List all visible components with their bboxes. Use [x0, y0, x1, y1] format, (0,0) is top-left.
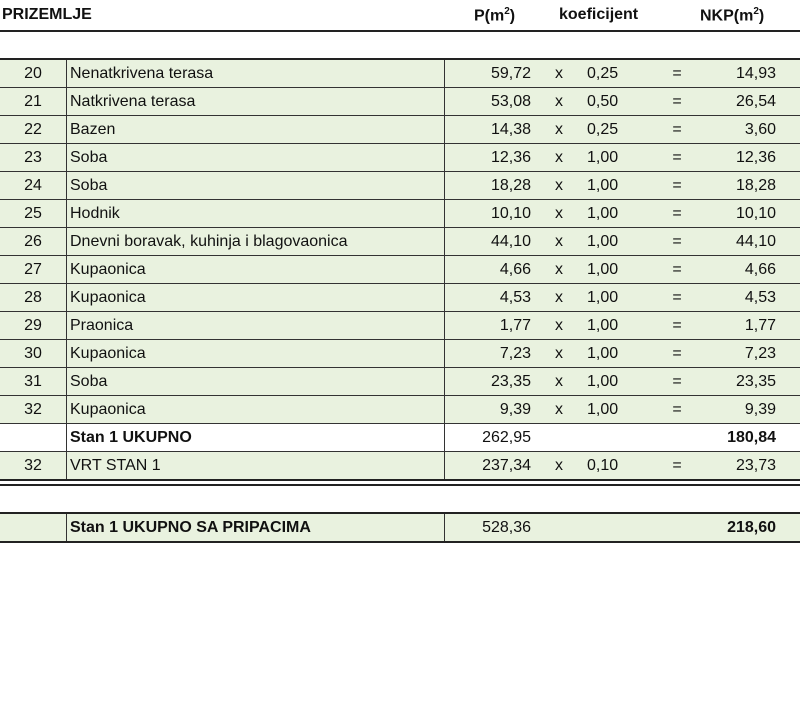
grand-total-label: Stan 1 UKUPNO SA PRIPACIMA	[67, 513, 445, 542]
equals-sign: =	[657, 312, 697, 340]
room-name: Soba	[67, 172, 445, 200]
room-number: 26	[0, 228, 67, 256]
table-row	[0, 200, 800, 228]
garden-nkp: 23,73	[697, 452, 800, 481]
room-coefficient: 1,00	[587, 228, 657, 256]
garden-area: 237,34	[445, 452, 532, 481]
room-area: 53,08	[445, 88, 532, 116]
rooms-table	[0, 58, 800, 481]
room-name: Kupaonica	[67, 340, 445, 368]
column-header-coefficient: koeficijent	[559, 6, 639, 23]
room-area: 1,77	[445, 312, 532, 340]
multiply-sign: x	[531, 88, 587, 116]
room-number: 27	[0, 256, 67, 284]
multiply-sign: x	[531, 172, 587, 200]
garden-coefficient: 0,10	[587, 452, 657, 481]
room-name: Praonica	[67, 312, 445, 340]
room-coefficient: 0,25	[587, 116, 657, 144]
grand-total-area: 528,36	[445, 513, 532, 542]
equals-sign: =	[657, 228, 697, 256]
equals-sign: =	[657, 256, 697, 284]
room-number: 25	[0, 200, 67, 228]
header-separator	[0, 30, 800, 60]
multiply-sign: x	[531, 59, 587, 88]
room-nkp: 1,77	[697, 312, 800, 340]
grand-total-num	[0, 513, 67, 542]
equals-sign: =	[657, 88, 697, 116]
room-nkp: 9,39	[697, 396, 800, 424]
room-name: Bazen	[67, 116, 445, 144]
multiply-sign: x	[531, 312, 587, 340]
room-coefficient: 1,00	[587, 312, 657, 340]
multiply-sign: x	[531, 116, 587, 144]
subtotal-row	[0, 424, 800, 452]
table-row	[0, 228, 800, 256]
multiply-sign: x	[531, 200, 587, 228]
room-nkp: 4,66	[697, 256, 800, 284]
multiply-sign: x	[531, 284, 587, 312]
room-number: 28	[0, 284, 67, 312]
room-coefficient: 0,25	[587, 59, 657, 88]
room-number: 24	[0, 172, 67, 200]
grand-total-row	[0, 513, 800, 542]
room-coefficient: 1,00	[587, 144, 657, 172]
room-name: Soba	[67, 368, 445, 396]
column-header-nkp: $NKP(m^2)$	[700, 6, 765, 25]
room-nkp: 14,93	[697, 59, 800, 88]
multiply-sign: x	[531, 144, 587, 172]
table-row	[0, 116, 800, 144]
table-row	[0, 256, 800, 284]
table-row	[0, 59, 800, 88]
room-nkp: 23,35	[697, 368, 800, 396]
room-coefficient: 1,00	[587, 172, 657, 200]
room-name: Soba	[67, 144, 445, 172]
table-row	[0, 284, 800, 312]
room-coefficient: 1,00	[587, 200, 657, 228]
room-number: 29	[0, 312, 67, 340]
room-number: 31	[0, 368, 67, 396]
room-area: 18,28	[445, 172, 532, 200]
room-coefficient: 0,50	[587, 88, 657, 116]
room-nkp: 44,10	[697, 228, 800, 256]
room-area: 14,38	[445, 116, 532, 144]
multiply-sign: x	[531, 368, 587, 396]
table-header	[0, 0, 800, 30]
multiply-sign: x	[531, 228, 587, 256]
room-name: Kupaonica	[67, 396, 445, 424]
table-row	[0, 396, 800, 424]
room-nkp: 10,10	[697, 200, 800, 228]
room-number: 23	[0, 144, 67, 172]
room-coefficient: 1,00	[587, 256, 657, 284]
table-row	[0, 312, 800, 340]
gap-band	[0, 484, 800, 510]
grand-total-table	[0, 512, 800, 543]
room-name: Nenatkrivena terasa	[67, 59, 445, 88]
equals-sign: =	[657, 144, 697, 172]
room-area: 12,36	[445, 144, 532, 172]
room-name: Kupaonica	[67, 284, 445, 312]
section-title: PRIZEMLJE	[2, 6, 92, 23]
room-area: 10,10	[445, 200, 532, 228]
room-coefficient: 1,00	[587, 368, 657, 396]
equals-sign: =	[657, 340, 697, 368]
room-name: Dnevni boravak, kuhinja i blagovaonica	[67, 228, 445, 256]
room-area: 59,72	[445, 59, 532, 88]
room-area: 9,39	[445, 396, 532, 424]
room-name: Hodnik	[67, 200, 445, 228]
equals-sign: =	[657, 396, 697, 424]
room-name: Kupaonica	[67, 256, 445, 284]
equals-sign: =	[657, 116, 697, 144]
room-nkp: 4,53	[697, 284, 800, 312]
table-row	[0, 368, 800, 396]
garden-row	[0, 452, 800, 481]
equals-sign: =	[657, 368, 697, 396]
column-header-area: $P(m^2)$	[474, 6, 516, 25]
equals-sign: =	[657, 59, 697, 88]
room-coefficient: 1,00	[587, 340, 657, 368]
room-coefficient: 1,00	[587, 284, 657, 312]
room-nkp: 7,23	[697, 340, 800, 368]
room-nkp: 26,54	[697, 88, 800, 116]
subtotal-nkp: 180,84	[697, 424, 800, 452]
room-nkp: 12,36	[697, 144, 800, 172]
multiply-sign: x	[531, 256, 587, 284]
multiply-sign: x	[531, 340, 587, 368]
multiply-sign: x	[531, 452, 587, 481]
room-number: 21	[0, 88, 67, 116]
room-coefficient: 1,00	[587, 396, 657, 424]
equals-sign: =	[657, 172, 697, 200]
multiply-sign: x	[531, 396, 587, 424]
room-number: 32	[0, 396, 67, 424]
table-row	[0, 144, 800, 172]
room-nkp: 18,28	[697, 172, 800, 200]
room-area: 4,66	[445, 256, 532, 284]
grand-total-nkp: 218,60	[697, 513, 800, 542]
room-area: 7,23	[445, 340, 532, 368]
subtotal-num	[0, 424, 67, 452]
room-nkp: 3,60	[697, 116, 800, 144]
room-area: 23,35	[445, 368, 532, 396]
subtotal-area: 262,95	[445, 424, 532, 452]
table-row	[0, 88, 800, 116]
room-area: 4,53	[445, 284, 532, 312]
garden-number: 32	[0, 452, 67, 481]
equals-sign: =	[657, 284, 697, 312]
room-number: 22	[0, 116, 67, 144]
room-name: Natkrivena terasa	[67, 88, 445, 116]
subtotal-label: Stan 1 UKUPNO	[67, 424, 445, 452]
table-row	[0, 340, 800, 368]
room-number: 30	[0, 340, 67, 368]
equals-sign: =	[657, 200, 697, 228]
equals-sign: =	[657, 452, 697, 481]
room-area: 44,10	[445, 228, 532, 256]
room-number: 20	[0, 59, 67, 88]
table-row	[0, 172, 800, 200]
garden-name: VRT STAN 1	[67, 452, 445, 481]
